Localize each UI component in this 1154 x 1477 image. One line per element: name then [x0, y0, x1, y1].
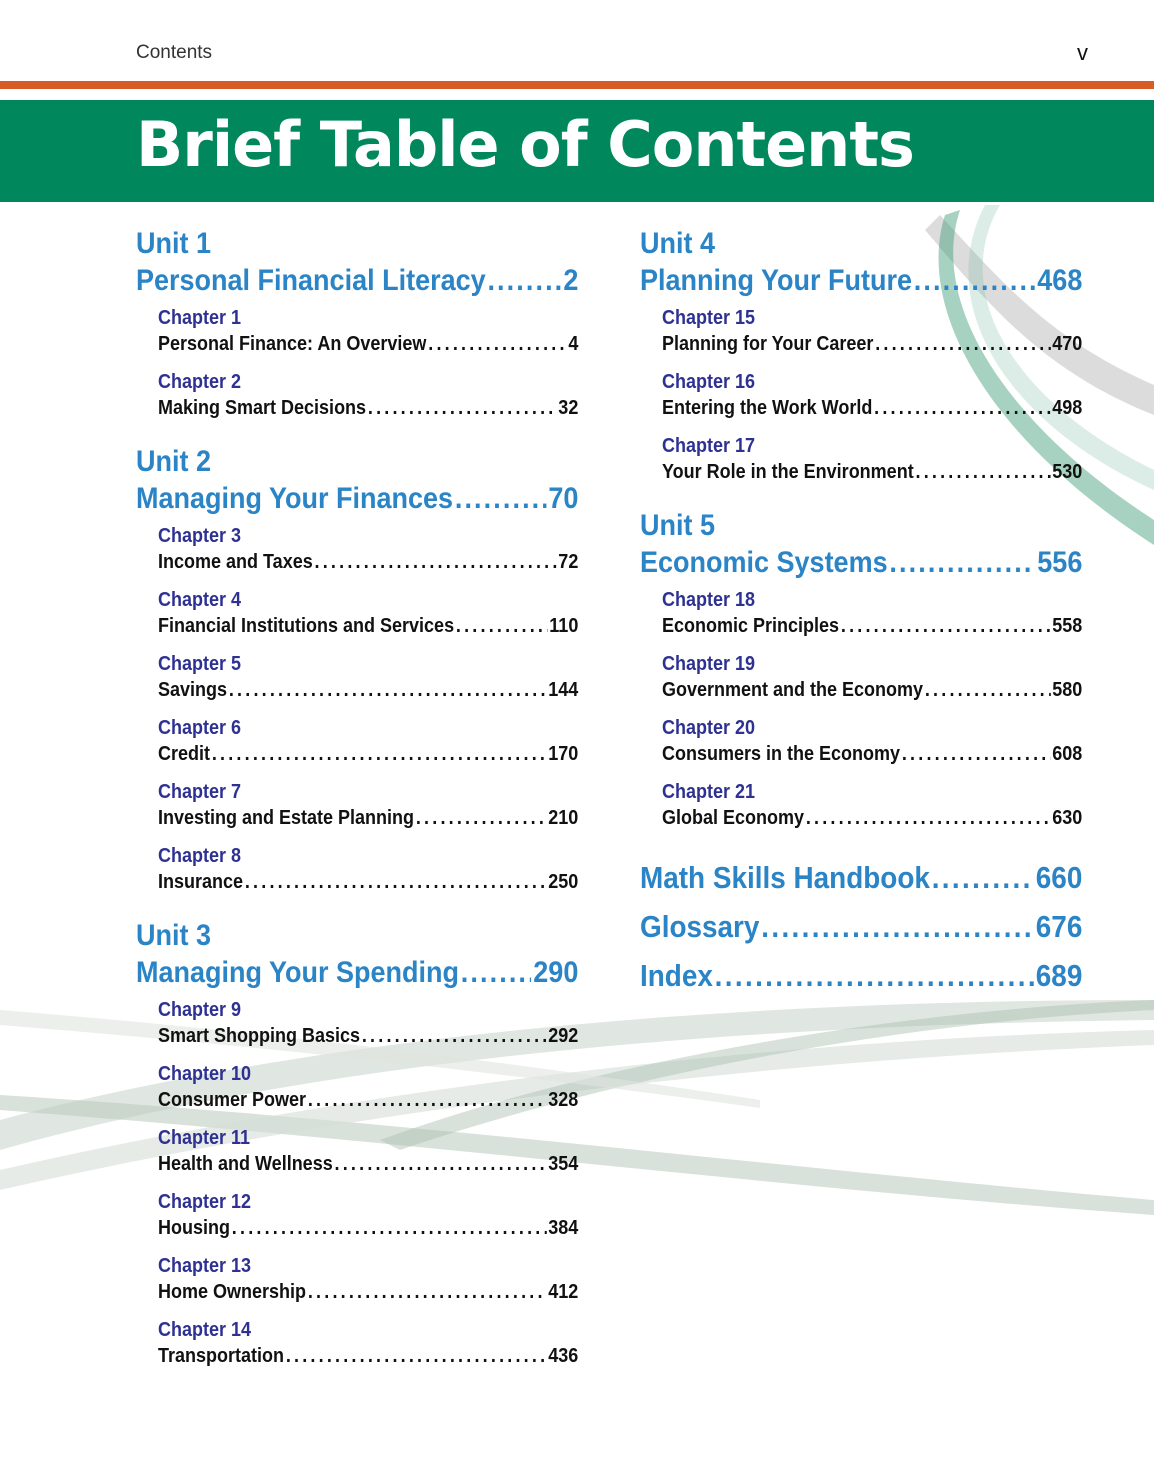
chapter-title-entry-page: 384: [548, 1217, 579, 1239]
chapter-title-entry[interactable]: [158, 613, 578, 639]
chapter-title-entry[interactable]: [662, 741, 1082, 767]
chapter-title-entry[interactable]: [158, 1023, 578, 1049]
chapter-title-entry-page: 354: [548, 1153, 579, 1175]
dot-leader: [461, 954, 532, 991]
chapter-title-entry[interactable]: [158, 805, 578, 831]
chapter-label: Chapter 14: [158, 1319, 252, 1341]
dot-leader: [362, 1023, 547, 1049]
chapter-label: Chapter 19: [662, 653, 756, 675]
chapter-title-entry[interactable]: [662, 331, 1082, 357]
chapter-title-entry[interactable]: [158, 549, 578, 575]
chapter-title-entry-title: Transportation: [158, 1345, 285, 1367]
chapter-title-entry-title: Economic Principles: [662, 615, 840, 637]
chapter-entry: [158, 1061, 578, 1113]
title-banner: [0, 100, 1154, 202]
chapter-list: [158, 523, 578, 895]
chapter-entry: [158, 305, 578, 357]
back-matter-entry-page: 689: [1035, 958, 1083, 993]
dot-leader: [914, 262, 1036, 299]
unit-number: Unit 4: [640, 227, 716, 260]
chapter-label: Chapter 15: [662, 307, 756, 329]
chapter-entry: [158, 587, 578, 639]
dot-leader: [308, 1087, 547, 1113]
chapter-label: Chapter 5: [158, 653, 242, 675]
dot-leader: [455, 480, 547, 517]
chapter-label: Chapter 18: [662, 589, 756, 611]
chapter-entry: [662, 305, 1082, 357]
unit-title-entry-title: Managing Your Spending: [136, 956, 460, 989]
back-matter-entry-page: 660: [1035, 860, 1083, 895]
chapter-label: Chapter 20: [662, 717, 756, 739]
chapter-title-entry-title: Planning for Your Career: [662, 333, 874, 355]
unit-block: [136, 443, 578, 895]
unit-title-entry-page: 290: [533, 956, 579, 989]
unit-number: Unit 5: [640, 509, 716, 542]
back-matter-entry-title: Index: [640, 958, 713, 993]
chapter-title-entry[interactable]: [158, 1343, 578, 1369]
unit-number: Unit 2: [136, 445, 212, 478]
chapter-entry: [662, 779, 1082, 831]
chapter-title-entry-title: Global Economy: [662, 807, 805, 829]
chapter-list: [158, 997, 578, 1369]
chapter-title-entry-title: Making Smart Decisions: [158, 397, 367, 419]
dot-leader: [286, 1343, 547, 1369]
toc-left-column: [136, 225, 578, 1391]
chapter-entry: [158, 523, 578, 575]
chapter-title-entry-title: Consumer Power: [158, 1089, 307, 1111]
chapter-label: Chapter 1: [158, 307, 242, 329]
back-matter-entry[interactable]: [640, 951, 1082, 1000]
chapter-entry: [662, 433, 1082, 485]
chapter-label: Chapter 16: [662, 371, 756, 393]
chapter-list: [662, 587, 1082, 831]
unit-block: [136, 917, 578, 1369]
unit-block: [640, 225, 1082, 485]
chapter-label: Chapter 13: [158, 1255, 252, 1277]
back-matter-entry-page: 676: [1035, 909, 1083, 944]
chapter-list: [662, 305, 1082, 485]
chapter-title-entry-title: Housing: [158, 1217, 230, 1239]
toc-right-column: [640, 225, 1082, 1000]
unit-title-entry-title: Economic Systems: [640, 546, 888, 579]
chapter-title-entry-page: 530: [1052, 461, 1083, 483]
chapter-title-entry-page: 4: [568, 333, 579, 355]
chapter-label: Chapter 7: [158, 781, 242, 803]
orange-rule: [0, 81, 1154, 89]
unit-title-entry-page: 468: [1037, 264, 1083, 297]
chapter-title-entry-page: 470: [1052, 333, 1083, 355]
chapter-entry: [662, 651, 1082, 703]
chapter-title-entry[interactable]: [158, 331, 578, 357]
unit-title-entry-title: Managing Your Finances: [136, 482, 454, 515]
dot-leader: [245, 869, 547, 895]
chapter-title-entry-page: 498: [1052, 397, 1083, 419]
dot-leader: [335, 1151, 547, 1177]
chapter-title-entry-title: Government and the Economy: [662, 679, 924, 701]
chapter-title-entry-page: 144: [548, 679, 579, 701]
back-matter-list: [640, 853, 1082, 1000]
dot-leader: [915, 459, 1050, 485]
chapter-title-entry[interactable]: [662, 459, 1082, 485]
chapter-title-entry[interactable]: [158, 869, 578, 895]
chapter-label: Chapter 3: [158, 525, 242, 547]
back-matter-entry-title: Math Skills Handbook: [640, 860, 930, 895]
chapter-title-entry[interactable]: [158, 741, 578, 767]
chapter-title-entry[interactable]: [158, 1151, 578, 1177]
chapter-title-entry-page: 170: [548, 743, 579, 765]
chapter-title-entry-page: 110: [549, 615, 579, 637]
chapter-title-entry[interactable]: [158, 1087, 578, 1113]
chapter-label: Chapter 21: [662, 781, 756, 803]
chapter-entry: [158, 1253, 578, 1305]
chapter-entry: [158, 843, 578, 895]
unit-title-entry[interactable]: [136, 480, 578, 517]
chapter-title-entry-title: Home Ownership: [158, 1281, 307, 1303]
chapter-list: [158, 305, 578, 421]
dot-leader: [428, 331, 566, 357]
dot-leader: [487, 262, 561, 299]
unit-block: [640, 507, 1082, 831]
chapter-title-entry-title: Income and Taxes: [158, 551, 313, 573]
chapter-entry: [158, 1317, 578, 1369]
dot-leader: [932, 853, 1034, 902]
chapter-title-entry-title: Your Role in the Environment: [662, 461, 914, 483]
chapter-title-entry-page: 210: [548, 807, 579, 829]
unit-title-entry[interactable]: [640, 262, 1082, 299]
unit-title-entry-title: Planning Your Future: [640, 264, 913, 297]
unit-title-entry[interactable]: [136, 262, 578, 299]
unit-title-entry-page: 556: [1037, 546, 1083, 579]
dot-leader: [875, 331, 1050, 357]
chapter-title-entry-page: 32: [558, 397, 579, 419]
chapter-title-entry-title: Financial Institutions and Services: [158, 615, 455, 637]
chapter-title-entry[interactable]: [158, 1279, 578, 1305]
chapter-label: Chapter 11: [158, 1127, 251, 1149]
chapter-title-entry-page: 72: [558, 551, 579, 573]
chapter-title-entry[interactable]: [662, 613, 1082, 639]
chapter-title-entry[interactable]: [158, 677, 578, 703]
chapter-label: Chapter 4: [158, 589, 242, 611]
back-matter-entry[interactable]: [640, 902, 1082, 951]
chapter-label: Chapter 9: [158, 999, 242, 1021]
chapter-entry: [158, 779, 578, 831]
dot-leader: [456, 613, 548, 639]
page-title: Brief Table of Contents: [136, 108, 914, 181]
chapter-entry: [158, 1189, 578, 1241]
dot-leader: [232, 1215, 547, 1241]
dot-leader: [925, 677, 1051, 703]
unit-number: Unit 3: [136, 919, 212, 952]
unit-title-entry-page: 2: [563, 264, 579, 297]
chapter-entry: [662, 587, 1082, 639]
dot-leader: [761, 902, 1034, 951]
chapter-entry: [158, 369, 578, 421]
chapter-title-entry-page: 558: [1052, 615, 1083, 637]
dot-leader: [212, 741, 547, 767]
chapter-title-entry-title: Insurance: [158, 871, 244, 893]
chapter-title-entry-title: Personal Finance: An Overview: [158, 333, 427, 355]
back-matter-entry-title: Glossary: [640, 909, 760, 944]
chapter-title-entry-title: Health and Wellness: [158, 1153, 333, 1175]
chapter-entry: [662, 715, 1082, 767]
dot-leader: [416, 805, 547, 831]
dot-leader: [806, 805, 1051, 831]
dot-leader: [229, 677, 547, 703]
running-head: Contents: [136, 42, 213, 63]
chapter-title-entry-title: Smart Shopping Basics: [158, 1025, 361, 1047]
unit-title-entry[interactable]: [136, 954, 578, 991]
chapter-title-entry-page: 412: [548, 1281, 579, 1303]
dot-leader: [715, 951, 1034, 1000]
chapter-entry: [158, 715, 578, 767]
chapter-label: Chapter 17: [662, 435, 756, 457]
chapter-title-entry-page: 250: [548, 871, 579, 893]
dot-leader: [874, 395, 1050, 421]
unit-title-entry-title: Personal Financial Literacy: [136, 264, 486, 297]
unit-title-entry[interactable]: [640, 544, 1082, 581]
chapter-label: Chapter 12: [158, 1191, 252, 1213]
chapter-title-entry-title: Credit: [158, 743, 211, 765]
page-number: v: [1077, 40, 1088, 65]
dot-leader: [368, 395, 557, 421]
chapter-label: Chapter 6: [158, 717, 242, 739]
chapter-label: Chapter 8: [158, 845, 242, 867]
chapter-title-entry-page: 580: [1052, 679, 1083, 701]
dot-leader: [902, 741, 1051, 767]
chapter-label: Chapter 10: [158, 1063, 252, 1085]
chapter-entry: [158, 651, 578, 703]
dot-leader: [889, 544, 1035, 581]
chapter-title-entry-page: 436: [548, 1345, 579, 1367]
unit-number: Unit 1: [136, 227, 212, 260]
unit-block: [136, 225, 578, 421]
chapter-title-entry[interactable]: [158, 395, 578, 421]
chapter-entry: [662, 369, 1082, 421]
chapter-title-entry[interactable]: [662, 677, 1082, 703]
chapter-title-entry-page: 292: [548, 1025, 579, 1047]
unit-title-entry-page: 70: [548, 482, 579, 515]
chapter-title-entry-title: Savings: [158, 679, 228, 701]
dot-leader: [841, 613, 1051, 639]
chapter-title-entry-title: Investing and Estate Planning: [158, 807, 415, 829]
chapter-title-entry-page: 608: [1052, 743, 1083, 765]
chapter-entry: [158, 1125, 578, 1177]
chapter-title-entry-title: Entering the Work World: [662, 397, 873, 419]
chapter-title-entry[interactable]: [158, 1215, 578, 1241]
chapter-title-entry-page: 328: [548, 1089, 579, 1111]
back-matter-entry[interactable]: [640, 853, 1082, 902]
chapter-title-entry-page: 630: [1052, 807, 1083, 829]
chapter-title-entry[interactable]: [662, 395, 1082, 421]
dot-leader: [308, 1279, 547, 1305]
chapter-label: Chapter 2: [158, 371, 242, 393]
dot-leader: [315, 549, 557, 575]
chapter-entry: [158, 997, 578, 1049]
chapter-title-entry[interactable]: [662, 805, 1082, 831]
chapter-title-entry-title: Consumers in the Economy: [662, 743, 901, 765]
